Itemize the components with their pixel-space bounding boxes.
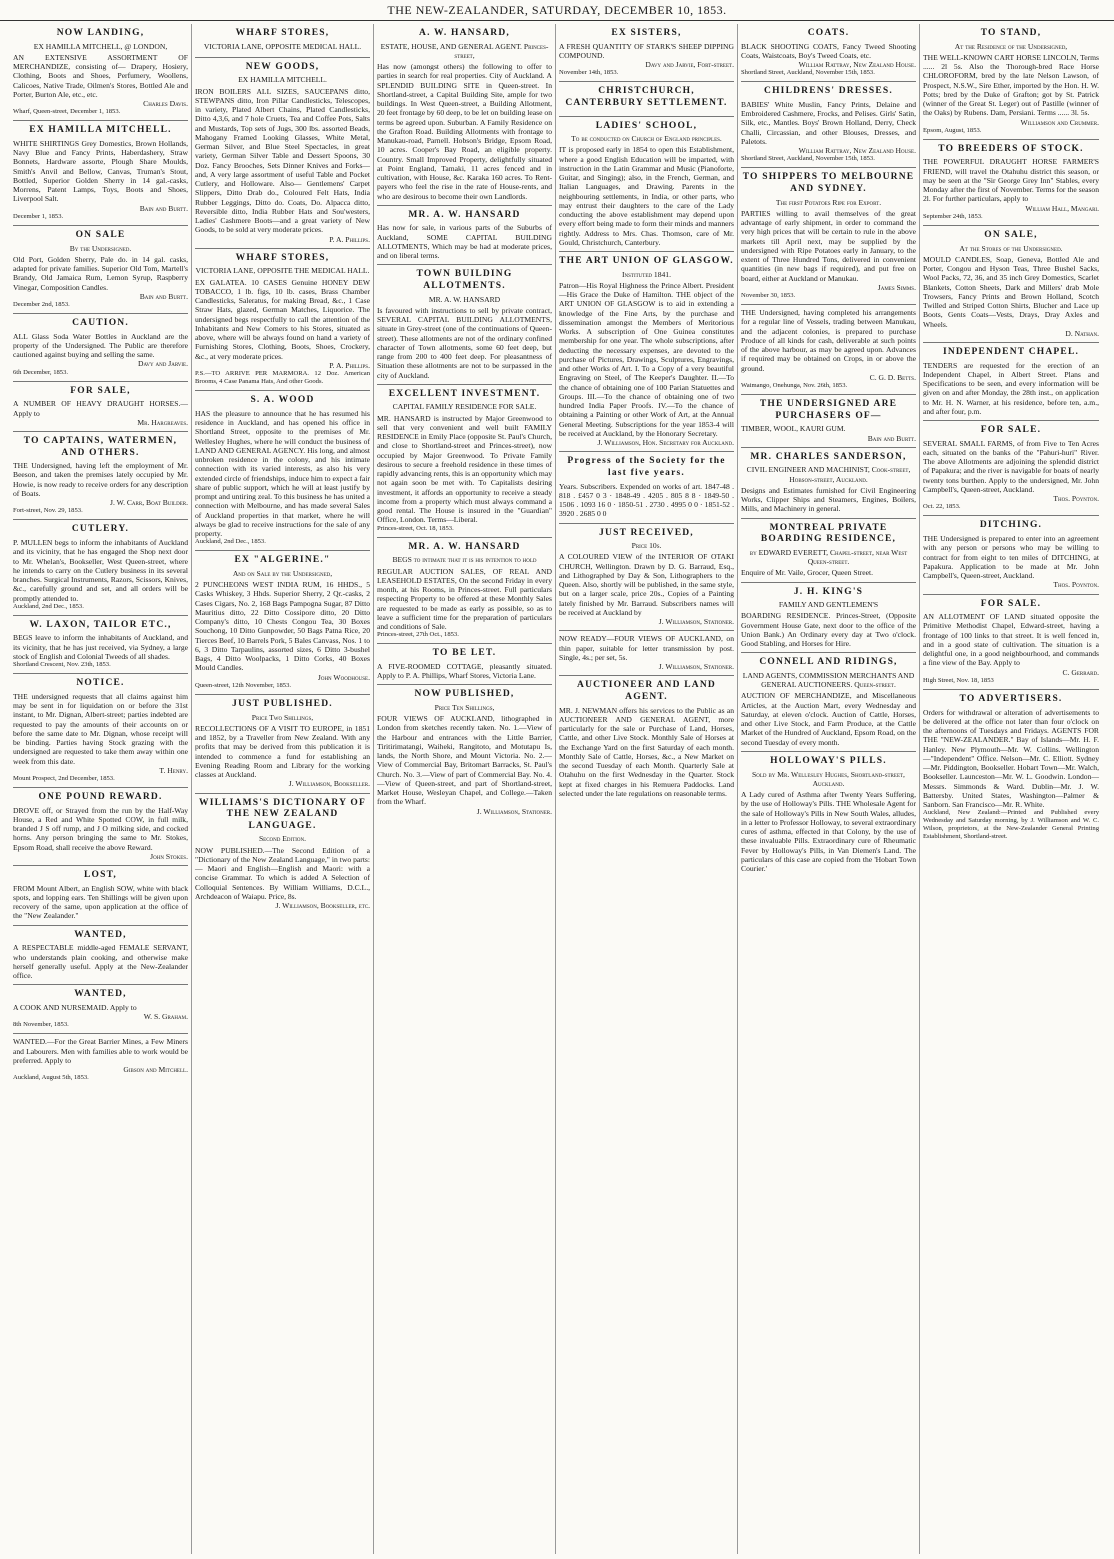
ad-subheading: ESTATE, HOUSE, AND GENERAL AGENT. Princes-street, [380,41,549,60]
ad-heading: WHARF STORES, [235,28,330,38]
ad-signature: Thos. Poynton. [1053,494,1099,504]
ad-heading: ON SALE, [984,229,1038,240]
advertisement [923,690,1099,845]
ad-subheading: Price 10s. [631,541,662,551]
ad-signature: William Rattray, New Zealand House. [798,146,916,156]
ad-subheading: MR. A. W. HANSARD [428,294,501,304]
ad-body: HAS the pleasure to announce that he has resumed his residence in Auckland, and has opened his office in Shortland Street, opposite to the premises of Mr. Wellesley Hughes, where he will conduct the business of LAND AND GENERAL AGENCY. His long, and almost unbroken residence in the colony, and his intimate connection with its varied interests, as also his very extended circle of friendships, induce him to expect a fair share of public support, which he will at least justify by prompt and untiring zeal. To this business he has united a connection with Melbourne, and has made several Sales of Auckland properties in that market, where he will always be glad to receive instructions for the sale of any property. [195,408,371,539]
ad-signature: Davy and Jarvie. [137,359,188,369]
ad-dateline: Shortland Street, Auckland, November 15th, 1853. [741,69,875,77]
advertisement [377,538,552,645]
ad-subheading: At the Residence of the Undersigned, [954,41,1068,51]
ad-heading: CONNELL AND RIDINGS, [759,657,898,668]
advertisement [559,82,734,116]
ad-body: A NUMBER OF HEAVY DRAUGHT HORSES.—Apply to [13,399,188,418]
ad-subheading: by EDWARD EVERETT, Chapel-street, near West Queen-street. [749,547,908,567]
advertisement [377,265,552,384]
advertisement [741,519,916,583]
column-4 [556,24,738,1554]
ad-body: Is favoured with instructions to sell by private contract, SEVERAL CAPITAL BUILDING ALLOTMENTS, situate in Grey-street (one of the continuations of Queen-street). These allotments are not of the ordinary confined character of Town allotments, some 60 feet deep, but range from 200 to 400 feet deep. For pleasantness of Situation these allotments are not to be surpassed in the city of Auckland. [377,305,552,380]
ad-body: A FIVE-ROOMED COTTAGE, pleasantly situated. Apply to P. A. Phillips, Wharf Stores, Victoria Lane. [377,661,552,681]
ad-body: THE Undersigned, having left the employment of Mr. Beeson, and taken the premises lately occupied by Mr. Howie, is now ready to receive orders for any description of Boats. [13,461,188,498]
ad-heading: WILLIAMS'S DICTIONARY OF THE NEW ZEALAND LANGUAGE. [199,797,366,831]
ad-dateline: Waimango, Onehunga, Nov. 26th, 1853. [741,382,848,390]
ad-subheading: CIVIL ENGINEER AND MACHINIST, Cook-street, Hobson-street, Auckland. [746,465,911,484]
advertisement [377,206,552,266]
advertisement [923,516,1099,594]
ad-subheading: LAND AGENTS, COMMISSION MERCHANTS AND GENERAL AUCTIONEERS. Queen-street. [742,670,915,690]
ad-heading: MR. A. W. HANSARD [408,209,521,220]
advertisement [741,583,916,654]
ad-signature: J. Williamson, Stationer. [658,662,734,672]
ad-subheading: By the Undersigned. [69,243,132,253]
advertisement [13,432,188,520]
ad-heading: Progress of the Society for the last five years. [567,456,726,478]
advertisement [741,24,916,82]
ad-heading: DITCHING. [979,520,1043,531]
advertisement [195,695,370,794]
ad-subheading: And on Sale by the Undersigned, [232,568,333,578]
ad-heading: TO SHIPPERS TO MELBOURNE AND SYDNEY. [742,172,915,195]
ad-signature: Davy and Jarvie, Fort-street. [645,60,734,70]
ad-dateline: Oct. 22, 1853. [923,503,961,511]
ad-heading: LOST, [83,870,117,881]
advertisement [377,685,552,820]
ad-body: AN EXTENSIVE ASSORTMENT OF MERCHANDIZE, consisting of— Drapery, Hosiery, Clothing, Boots and Shoes, Perfumery, Woollens, Calicoes, Native Trade, Oilmen's Stores, Bottled Ale and Porter, Burton Ale, etc., etc. [13,52,188,99]
column-6 [920,24,1102,1554]
ad-dateline: Queen-street, 12th November, 1853. [195,681,292,689]
advertisement [13,24,188,121]
advertisement [559,631,734,676]
ad-body: 2 PUNCHEONS WEST INDIA RUM, 16 HHDS., 5 Casks Whiskey, 3 Hhds. Superior Sherry, 2 Qr.-casks, 2 Cases Cigars, No. 2, 168 Bags Pampogna Sugar, 87 Ditto Mauritius ditto, 22 Ditto Cossipore ditto, 20 Ditto Company's ditto, 10 Chests Congou Tea, 30 Boxes Souchong, 10 Ditto Gunpowder, 50 Bags Patna Rice, 20 Tierces Beef, 10 Barrels Pork, 5 Bales Canvass, Nos. 1 to 6, 3 Ditto Tarpaulins, assorted sizes, 6 Ditto 3-bushel Bags, 4 Ditto Woolpacks, 1 Ditto Corks, 40 Boxes Mould Candles. [195,580,370,673]
ad-body: EX GALATEA. 10 CASES Genuine HONEY DEW TOBACCO, 1 lb. figs, 10 lb. cases, Brass Chamber Candlesticks, Saleratus, for making Bread, &c., 1 Case Straw Hats, glazed, German Matches, Liquorice. The undersigned begs respectfully to call the attention of the Inhabitants and New Comers to his Stores, situated as above, where will be always found on hand a variety of Furnishing Stores, Clothing, Boots, Shoes, Crockery, &c., at very moderate prices. [195,277,370,361]
column-3 [374,24,556,1554]
ad-body: THE POWERFUL DRAUGHT HORSE FARMER'S FRIEND, will travel the Otahuhu district this season, or may be seen at the "Sir George Grey Inn" Stables, every Monday after the first of November. Terms for the season 2l. For further particulars, apply to [923,157,1099,204]
advertisement [13,616,188,674]
ad-body: A RESPECTABLE middle-aged FEMALE SERVANT, who understands plain cooking, and otherwise make herself generally useful. Apply at the New-Zealander office. [13,943,188,981]
ad-subheading: The first Potatoes Ripe for Export. [775,197,882,207]
advertisement [923,595,1099,690]
advertisement [13,788,188,866]
ad-heading: ONE POUND REWARD. [38,792,163,803]
advertisement [923,421,1099,516]
ad-dateline: Princes-street, 27th Oct., 1853. [377,631,459,639]
ad-heading: NOTICE. [76,678,125,689]
ad-body: ALL Glass Soda Water Bottles in Auckland are the property of the Undersigned. The Public are therefore cautioned against buying and selling the same. [13,331,188,360]
ad-heading: EXCELLENT INVESTMENT. [388,388,541,399]
ad-dateline: Mount Prospect, 2nd December, 1853. [13,775,115,782]
ad-heading: THE UNDERSIGNED ARE PURCHASERS OF— [759,399,898,421]
advertisement [923,226,1099,343]
ad-signature: Bain and Burtt. [139,291,188,301]
ad-subheading: Price Ten Shillings, [434,702,495,712]
ad-heading: CUTLERY. [71,524,130,535]
ad-signature: Gibson and Mitchell. [123,1065,188,1075]
ad-signature: J. Williamson, Hon. Secretary for Auckland. [597,438,734,448]
ad-body: RECOLLECTIONS OF A VISIT TO EUROPE, in 1851 and 1852, by a Traveller from New Zealand. With any profits that may be derived from this publication it is intended to commence a fund for establishing an Evening Reading Room and Library for the working classes at Auckland. [195,723,370,780]
ad-dateline: November 30, 1853. [741,292,796,300]
ad-body: FROM Mount Albert, an English SOW, white with black spots, and lopping ears. Ten Shillings will be given upon recovery of the same, upon application at the office of the "New Zealander." [13,883,188,921]
advertisement [195,249,370,391]
advertisement [559,452,734,523]
ad-subheading: BEGS to intimate that it is his intention to hold [392,555,537,565]
ad-body: BABIES' White Muslin, Fancy Prints, Delaine and Embroidered Cashmere, Frocks, and Pelises. Girls' Satin, Silk, etc., Mantles. Boys' Brown Holland, Derry, Check Challi, Circassian, and other Blouses, Dresses, and Paletots. [741,99,916,146]
advertisement [13,382,188,432]
ad-heading: TO ADVERTISERS. [959,693,1063,704]
ad-body: Enquire of Mr. Vaile, Grocer, Queen Street. [741,568,873,578]
ad-subheading: To be conducted on Church of England principles. [571,134,722,144]
ad-body: TIMBER, WOOL, KAURI GUM. [741,424,846,434]
ad-heading: WANTED, [74,929,127,940]
advertisement [741,305,916,395]
advertisement [559,524,734,632]
ad-dateline: Epsom, August, 1853. [923,126,982,134]
ad-heading: THE ART UNION OF GLASGOW. [559,256,734,267]
ad-body: A FRESH QUANTITY OF STARK'S SHEEP DIPPING COMPOUND. [559,41,734,60]
advertisement [13,314,188,382]
ad-subheading: EX HAMILLA MITCHELL. [238,75,327,85]
ad-body: A COLOURED VIEW of the INTERIOR OF OTAKI CHURCH, Wellington. Drawn by D. G. Barraud, Esq., and Lithographed by Day & Son, Lithographers to the Queen. Also, shortly will be published, in the same style, but on a larger scale, price 20s., Copies of a Painting lately finished by Mr. Barraud. Subscribers names will be received at Auckland by [559,552,734,617]
ad-dateline: P.S.—TO ARRIVE PER MARMORA. 12 Doz. American Brooms, 4 Case Panama Hats, And other Goods. [195,370,370,386]
advertisement [923,24,1099,140]
advertisement [13,1034,188,1086]
ad-dateline: Auckland, New Zealand:—Printed and Published every Wednesday and Saturday morning, by J. Williamson and W. C. Wilson, proprietors, at the New-Zealander General Printing Establishment, Shortland-street. [923,809,1099,841]
advertisement [13,226,188,314]
ad-body: Has now (amongst others) the following to offer to parties in search for real properties. City of Auckland. A SPLENDID BUILDING SITE in Queen-street. In Shortland-street, a Capital Building Site, ample for two buildings. In West Queen-street, a Building Allotment, 20 feet frontage by 60 deep, to be let on building lease on terms be agreed upon. Suburban. A Family Residence on the Grafton Road. Building Allotments with frontage to Manukau-road, Parnell. Hobson's Bridge, Epsom Road, 10 acres. Cooper's Bay Road, an eligible property. Country. Small Improved Property, delightfully situated at Point England, Tamaki, 11 acres fenced and in cultivation, with House, &c. Karaka 160 acres. To Rent-payers who feel the rise in the rate of House-rents, and who are desirous to become their own Landlords. [377,62,552,201]
ad-dateline: September 24th, 1853. [923,212,983,220]
ad-heading: NOW LANDING, [56,28,145,38]
ad-signature: J. Williamson, Stationer. [658,617,734,627]
advertisement [741,395,916,448]
ad-heading: MR. CHARLES SANDERSON, [750,451,907,462]
ad-dateline: High Street, Nov. 18, 1853 [923,676,994,684]
ad-heading: NOW PUBLISHED, [414,689,515,700]
advertisement [741,82,916,168]
ad-dateline: December 1, 1853. [13,212,64,220]
ad-signature: Thos. Poynton. [1053,580,1099,590]
ad-subheading: VICTORIA LANE, OPPOSITE THE MEDICAL HALL. [195,266,370,276]
ad-subheading: EX HAMILLA MITCHELL, @ LONDON, [33,41,168,51]
ad-signature: William Rattray, New Zealand House. [798,60,916,70]
ad-body: Years. Subscribers. Expended on works of art. 1847-48 . 818 . £457 0 3 · 1848-49 . 4205 . 805 8 8 · 1849-50 . 1506 . 1093 16 0 · 1850-51 . 2730 . 4995 0 0 · 1851-52 . 3920 . 2685 0 0 [559,481,734,519]
advertisement [559,676,734,802]
ad-subheading: Second Edition. [258,834,307,844]
ad-heading: MONTREAL PRIVATE BOARDING RESIDENCE, [760,522,897,545]
ad-signature: P. A. Phillips. [329,234,370,244]
ad-dateline: Shortland Crescent, Nov. 23th, 1853. [13,661,111,669]
ad-signature: J. Williamson, Bookseller, etc. [275,901,370,911]
ad-signature: Bain and Burtt. [139,203,188,213]
ad-heading: JUST PUBLISHED. [232,699,333,710]
columns [10,24,1104,1554]
advertisement [559,252,734,452]
ad-body: BOARDING RESIDENCE. Princes-Street, (Opposite Government House Gate, next door to the office of the Union Bank.) An Ordinary every day at Two o'clock. Good Stabling, and Horses for Hire. [741,611,916,649]
ad-body: MR. HANSARD is instructed by Major Greenwood to sell that very convenient and well built FAMILY RESIDENCE in Emily Place (opposite St. Paul's Church, and close to Shortland-street and Princes-street), now occupied by Major Greenwood. To Private Family desirous to secure a freehold residence in these times of rapidly advancing rents, this is an opportunity which may not again soon be met with. To Capitalists desiring investment, it affords an opportunity to receive a steady income from a property which must always command a good rental. The House is insured in the "Guardian" Office, London. Terms—Liberal. [377,413,552,525]
ad-subheading: At the Stores of the Undersigned. [959,243,1063,253]
ad-body: IT is proposed early in 1854 to open this Establishment, where a good English Education will be imparted, with instruction in the Latin Grammar and Music (Pianoforte, Guitar, and Singing); also, in the French, German, and Italian Languages, and Drawing. Parents in the neighbouring settlements, in India, or other parts, who may entrust their daughters to the care of the Lady conducting the above establishment may depend upon every effort being made to form their minds and manners rightly. Address to Mrs. Chas. Thomson, care of Mr. Gould, Christchurch, Canterbury. [559,145,734,247]
ad-body: NOW READY—FOUR VIEWS OF AUCKLAND, on thin paper, suitable for letter transmission by post. Single, 4s.; per set, 5s. [559,634,734,662]
ad-heading: J. H. KING'S [793,586,864,597]
advertisement [13,674,188,788]
advertisement [195,58,370,249]
advertisement [195,24,370,58]
ad-signature: T. Henry. [159,765,188,775]
advertisement [195,794,370,915]
ad-body: AUCTION OF MERCHANDIZE, and Miscellaneous Articles, at the Auction Mart, every Wednesday and Saturday, at eleven o'clock. Auction of Cattle, Horses, and other Live Stock, and Farm Produce, at the Cattle Market of the Hundred of Auckland, Epsom Road, on the second Tuesday of every month. [741,691,916,747]
ad-heading: WANTED, [74,989,127,1000]
ad-body: THE Undersigned is prepared to enter into an agreement with any person or persons who may be willing to contract for from eight to ten miles of DITCHING, at Papakura. Application to be made at Mr. John Campbell's, Queen-street, Auckland. [923,534,1099,581]
ad-heading: MR. A. W. HANSARD [408,541,521,552]
ad-body: THE WELL-KNOWN CART HORSE LINCOLN, Terms ...... 2l 5s. Also the Thorough-bred Race Horse CHLOROFORM, bred by the late Nelson Lawson, of Prospect, N.S.W., Sire Ether, imported by the Hon. H. W. Potts; bred by the Duke of Grafton; got by St. Patrick (winner of the Great St. Leger) out of Pastille (winner of the Oaks) by Rubens. Dam, Persiani. Terms ...... 3l. 5s. [923,52,1099,118]
ad-subheading: Sold by Mr. Wellesley Hughes, Shortland-street, Auckland. [752,769,905,788]
ad-signature: W. S. Graham. [143,1012,188,1022]
ad-body: TENDERS are requested for the erection of an Independent Chapel, in Albert Street. Plans and Specifications to be seen, and every information will be given on and after Monday, the 28th inst., on application to Mr. H. N. Warner, at his residence, before ten, a.m., and after four, p.m. [923,360,1099,416]
ad-heading: TOWN BUILDING ALLOTMENTS. [416,269,513,291]
advertisement [741,448,916,519]
ad-body: WHITE SHIRTINGS Grey Domestics, Brown Hollands, Navy Blue and Fancy Prints, Haberdashery, Straw Bonnets, Hardware assorte, Plough Share Moulds, Smith's Anvil and Bellow, Canvas, Truman's Stout, Bottled, Superior Golden Sherry in 14 gal.-casks, Morrens, Patent Lamps, Toys, Boots and Shoes, Liverpool Salt. [13,138,188,204]
ad-body: WANTED.—For the Great Barrier Mines, a Few Miners and Labourers. Men with families able to work would be preferred. Apply to [13,1037,188,1065]
ad-body: MOULD CANDLES, Soap, Geneva, Bottled Ale and Porter, Congou and Hyson Teas, Three Bushel Sacks, Wool Packs, 72, 36, and 35 inch Grey Domestics, Scarlet Blankets, Cotton Sheets, Dark and Millers' drab Mole Trowsers, Fancy Prints and Brown Holland, Scotch Twilled and Striped Cotton Shirts, Blucher and Lace up Boots, Gents Coats—Vests, Drays, Dray Axles and Wheels. [923,254,1099,329]
ad-dateline: Auckland, 2nd Dec., 1853. [195,538,266,546]
ad-body: THE undersigned requests that all claims against him may be sent in for liquidation on or before the 31st instant, to Mr. Dignan, Albert-street; parties indebted are requested to pay the amounts of their accounts on or before the same date to Mr. Dignan, whose receipt will be binding. Parties having Stock grazing with the undersigned are requested to take them away within one week from this date. [13,691,188,766]
ad-body: AN ALLOTMENT OF LAND situated opposite the Primitive Methodist Chapel, Edward-street, having a frontage of 100 links to that street. It is well fenced in, and in a good state of cultivation. The situation is a delightful one, in a good neighbourhood, and commands a fine view of the Bay. Apply to [923,612,1099,668]
advertisement [559,117,734,253]
ad-dateline: 6th December, 1853. [13,368,69,376]
ad-body: Patron—His Royal Highness the Prince Albert. President—His Grace the Duke of Hamilton. THE object of the ART UNION OF GLASGOW is to aid in extending a knowledge of the Fine Arts, by the purchase and dissemination amongst the Members of Meritorious Works. A subscription of One Guinea constitutes membership for one year. The whole subscriptions, after deducting the necessary expenses, are devoted to the purchase of Pictures, Drawings, Sculptures, Engravings, and other Works of Art. I. To a Copy of a very beautiful Engraving on Steel, of The Keeper's Daughter. II.—To the chance of obtaining one of 100 Parian Statuettes and Groups. III.—To the chance of obtaining one of two hundred India Paper Proofs. IV.—To the chance of obtaining a Painting or other Work of Art, at the Annual General Meeting. Subscriptions for the year 1853-4 will be received at Auckland, by the Honorary Secretary. [559,280,734,438]
ad-dateline: Fort-street, Nov. 29, 1853. [13,507,83,515]
ad-signature: C. Gerrard. [1062,667,1099,677]
advertisement [559,24,734,82]
ad-dateline: December 2nd, 1853. [13,301,70,309]
ad-signature: C. G. D. Betts. [869,372,916,382]
ad-heading: FOR SALE. [980,425,1042,436]
ad-subheading: Price Two Shillings, [251,712,314,722]
advertisement [13,926,188,986]
ad-body: A Lady cured of Asthma after Twenty Years Suffering, by the use of Holloway's Pills. THE Wholesale Agent for the sale of Holloway's Pills in New South Wales, alludes, in a letter to Professor Holloway, to several extraordinary cures of asthma, effected in that Colony, by the use of these invaluable Pills. Extraordinary cure of Rheumatic Fever by Holloway's Pills, in Van Diemen's Land. The particulars of this case are copied from the 'Hobart Town Courier.' [741,790,916,874]
ad-heading: S. A. WOOD [250,395,315,406]
advertisement [13,121,188,226]
ad-heading: EX SISTERS, [611,28,682,38]
ad-heading: TO STAND, [980,28,1042,38]
ad-signature: Charles Davis. [143,99,188,109]
ad-heading: LADIES' SCHOOL, [595,120,698,131]
ad-body: Old Port, Golden Sherry, Pale do. in 14 gal. casks, adapted for private families. Superior Old Tom, Martell's Brandy, Old Jamaica Rum, Lemon Syrup, Raspberry Vinegar, Composition Candles. [13,254,188,292]
ad-body: BLACK SHOOTING COATS, Fancy Tweed Shooting Coats, Waistcoats, Boy's Tweed Coats, etc. [741,41,916,60]
advertisement [13,866,188,926]
ad-heading: CAUTION. [72,318,129,329]
ad-signature: Williamson and Crummer. [1020,117,1099,127]
ad-heading: TO BE LET. [432,648,497,659]
advertisement [741,752,916,877]
ad-body: P. MULLEN begs to inform the inhabitants of Auckland and its vicinity, that he has engaged the Shop next door to Mr. Whelan's, Bookseller, West Queen-street, where he intends to carry on the Cutlery business in its several branches. Surgical Instruments, Razors, Scissors, Knives, &c., carefully ground and set, and all orders will be promptly attended to. [13,538,188,603]
ad-signature: J. Williamson, Stationer. [476,806,552,816]
ad-dateline: Princes-street, Oct. 18, 1853. [377,524,454,532]
ad-heading: FOR SALE, [70,385,131,396]
ad-body: Has now for sale, in various parts of the Suburbs of Auckland, SOME CAPITAL BUILDING ALLOTMENTS, Which may be had at moderate prices, and on liberal terms. [377,223,552,261]
ad-body: A COOK AND NURSEMAID. Apply to [13,1002,137,1012]
ad-heading: EX HAMILLA MITCHELL. [29,125,172,136]
ad-signature: Bain and Burtt. [867,433,916,443]
advertisement [13,520,188,615]
advertisement [13,985,188,1034]
ad-signature: Mr. Hargreaves. [137,417,188,427]
ad-dateline: Wharf, Queen-street, December 1, 1853. [13,108,121,116]
ad-heading: WHARF STORES, [235,252,330,263]
ad-signature: William Hall, Mangari. [1025,203,1099,213]
ad-heading: CHRISTCHURCH, CANTERBURY SETTLEMENT. [565,86,728,108]
advertisement [923,140,1099,226]
ad-body: MR. J. NEWMAN offers his services to the Public as an AUCTIONEER AND GENERAL AGENT, more particularly for the sale or Purchase of Land, Horses, Cattle, and other Live Stock. Monthly Sale of Horses at the Exchange Yard on the first Saturday of each month. Monthly Sale of Cattle, Horses, &c., a New Market on the second Tuesday of each Month. Quarterly Sale at Otahuhu on the first Wednesday in the Quarter. Stock kept at fixed charges in his Remuera Paddocks. Land selected under the late regulations on reasonable terms. [559,705,734,798]
ad-heading: HOLLOWAY'S PILLS. [770,755,887,766]
ad-heading: INDEPENDENT CHAPEL. [942,347,1080,358]
advertisement [195,551,370,695]
ad-heading: W. LAXON, TAILOR ETC., [29,619,172,630]
ad-dateline: November 14th, 1853. [559,69,619,77]
ad-body: BEGS leave to inform the inhabitants of Auckland, and its vicinity, that he has just received, via Sydney, a large stock of English and Colonial Tweeds of all shades. [13,633,188,661]
ad-signature: J. Williamson, Bookseller. [288,779,370,789]
ad-heading: JUST RECEIVED, [599,527,694,538]
ad-subheading: VICTORIA LANE, OPPOSITE MEDICAL HALL. [203,41,362,51]
ad-body: PARTIES willing to avail themselves of the great advantage of early shipment, in order to command the very high prices that will be certain to rule in the above markets till April next, may be supplied by the undersigned with Ripe Potatoes early in January, to the extent of Three Hundred Tons, delivered in convenient quantities (in new bags if required), and put free on board, either at Auckland or Manukau. [741,208,916,283]
ad-heading: TO CAPTAINS, WATERMEN, AND OTHERS. [23,436,178,458]
ad-body: NOW PUBLISHED.—The Second Edition of a "Dictionary of the New Zealand Language," in two parts:— Maori and English—English and Maori: with a concise Grammar. To which is added A Selection of Colloquial Sentences. By William Williams, D.C.L., Archdeacon of Waiapu. Price, 8s. [195,845,370,901]
advertisement [741,653,916,752]
advertisement [377,644,552,685]
ad-heading: FOR SALE. [980,598,1042,609]
ad-dateline: Shortland Street, Auckland, November 15th, 1853. [741,155,875,163]
advertisement [377,24,552,206]
ad-body: SEVERAL SMALL FARMS, of from Five to Ten Acres each, situated on the banks of the "Pahuri-huri" River. The above Allotments are adjoining the splendid district of Papakura; and the river is navigable for boats of nearly twenty tons burthen. Apply to the undersigned, Mr. John Campbell's, Queen-street, Auckland. [923,438,1099,494]
ad-heading: ON SALE [75,229,126,240]
ad-heading: A. W. HANSARD, [419,28,510,38]
ad-body: IRON BOILERS ALL SIZES, SAUCEPANS ditto, STEWPANS ditto, Iron Pillar Candlesticks, Telescopes, in variety, Plated Albert Chains, Plated Candlesticks, Ditto 4,3,6, and 7 hole Cruets, Tea and Coffee Pots, Salts and Mustards, Top sets of Jugs, 300 lbs. assorted Beads, Mahogany Framed Looking Glasses, White Metal, German Silver, and Blue Steel Spectacles, in great variety, German Silver Table and Dessert Spoons, 30 Doz. Fancy Brooches, Sets Dinner Knives and Forks—and, A very large assortment of useful Table and Pocket Cutlery, and Holloware. Also— Gentlemens' Carpet Slippers, Ditto Drab do., Coloured Felt Hats, India Rubber Leggings, Ditto do. Coats, Do. Alpacca ditto, Reversible ditto, India Rubber Hats and Sou'westers, Ladies' Cashmere Boots—and a great variety of New Goods, to be sold at very moderate prices. [195,86,370,235]
ad-heading: CHILDRENS' DRESSES. [764,86,893,97]
ad-subheading: CAPITAL FAMILY RESIDENCE FOR SALE. [392,402,537,412]
ad-subheading: FAMILY AND GENTLEMEN'S [778,600,879,610]
column-2 [192,24,374,1554]
ad-body: Orders for withdrawal or alteration of advertisements to be delivered at the office not later than four o'clock on the afternoons of Tuesdays and Fridays. AGENTS FOR THE "NEW-ZEALANDER." Bay of Islands—Mr. H. F. Hanley. New Plymouth—Mr. W. Collins. Wellington—"Independent" Office. Nelson—Mr. C. Elliott. Sydney—Mr. Piddington, Bookseller. Hobart Town—Mr. Walch, Bookseller. Launceston—Mr. W. L. Goodwin. London—Messrs. Simmonds & Ward. Dublin—Mr. J. W. Battersby. United States, Washington—Palmer & Sanborn. San Francisco—Mr. R. White. [923,707,1099,809]
ad-body: Designs and Estimates furnished for Civil Engineering Works, Clipper Ships and Steamers, Engines, Boilers, Mills, and Machinery in general. [741,485,916,514]
ad-heading: NEW GOODS, [245,61,320,72]
masthead: THE NEW-ZEALANDER, SATURDAY, DECEMBER 10, 1853. [0,0,1114,21]
column-5 [738,24,920,1554]
advertisement [923,343,1099,421]
ad-body: THE Undersigned, having completed his arrangements for a regular line of Vessels, trading between Manukau, and the adjacent colonies, is prepared to purchase Produce of all kinds for cash, deliverable at such points of the above harbour, as may be agreed upon. Advances if required may be obtained on Crops, in or above the ground. [741,308,916,373]
ad-heading: AUCTIONEER AND LAND AGENT. [577,680,716,702]
advertisement [377,385,552,538]
column-1 [10,24,192,1554]
ad-body: DROVE off, or Strayed from the run by the Half-Way House, a Red and White Spotted COW, in full milk, branded J S off rump, and J O milking side, and cocked horns. Any person bringing the same to Mr. Stokes, Epsom Road, shall receive the above Reward. [13,805,188,852]
ad-signature: John Woodhouse. [317,672,370,682]
ad-signature: P. A. Phillips. [329,360,370,370]
ad-heading: COATS. [807,28,850,38]
advertisement [741,168,916,305]
advertisement [195,391,370,551]
ad-signature: John Stokes. [150,851,188,861]
ad-signature: D. Nathan. [1065,328,1099,338]
ad-body: REGULAR AUCTION SALES, OF REAL AND LEASEHOLD ESTATES, On the second Friday in every month, at his Rooms, in Princes-street. Full particulars respecting Property to be offered at these Monthly Sales are requested to be made as early as possible, so as to leave a sufficient time for the preparation of particulars and conditions of Sale. [377,566,552,631]
ad-body: FOUR VIEWS OF AUCKLAND, lithographed in London from sketches recently taken. No. 1.—View of the Harbour and entrances with the Little Barrier, Tiritirimatangi, Waiheki, Rangitoto, and Motutapu Is, lands, the North Shore, and Mount Victoria. No. 2.—View of Commercial Bay, Britomart Barracks, St. Paul's Church. No. 3.—View of part of Commercial Bay. No. 4.—View of Queen-street, and part of Shortland-street, Market House, Wesleyan Chapel, and College.—Taken from the Wharf. [377,714,552,807]
ad-dateline: Auckland, August 5th, 1853. [13,1074,89,1082]
ad-subheading: Instituted 1841. [621,269,671,279]
ad-dateline: 8th November, 1853. [13,1021,69,1029]
ad-signature: James Simms. [877,282,916,292]
ad-dateline: Auckland, 2nd Dec., 1853. [13,602,84,610]
ad-heading: TO BREEDERS OF STOCK. [938,143,1084,154]
ad-signature: J. W. Carr, Boat Builder. [109,498,188,508]
ad-heading: EX "ALGERINE." [234,555,331,566]
